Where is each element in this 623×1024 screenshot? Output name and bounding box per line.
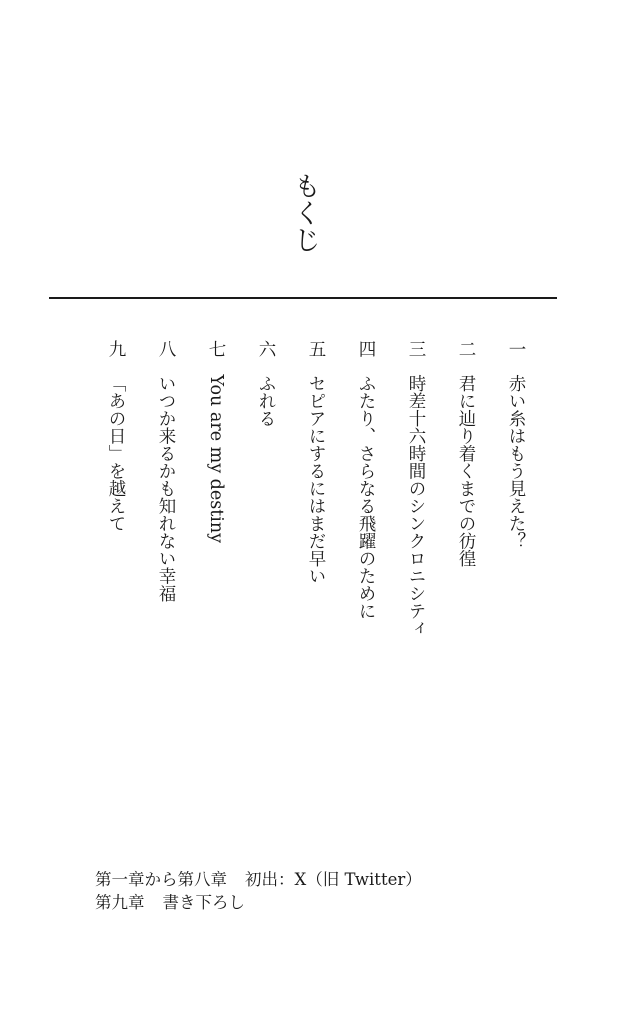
toc-item-title: 赤い糸はもう見えた？ (506, 374, 526, 550)
toc-item-number: 一 (506, 340, 526, 358)
toc-item-number: 八 (156, 340, 176, 358)
page-title: もくじ (289, 172, 320, 253)
toc-item-number: 三 (406, 340, 426, 358)
toc-item-title: ふれる (256, 374, 276, 427)
divider (49, 297, 557, 299)
toc-item-3 (404, 340, 428, 637)
toc-item-number: 六 (256, 340, 276, 358)
note-chapters: 第九章 (95, 893, 145, 912)
note-source: 初出：X（旧 Twitter） (245, 870, 422, 889)
toc-item-4 (354, 340, 378, 620)
toc-item-title: セピアにするにはまだ早い (306, 374, 326, 585)
toc-item-number: 五 (306, 340, 326, 358)
toc-item-number: 九 (106, 340, 126, 358)
toc-item-title: 君に辿り着くまでの彷徨 (456, 374, 476, 567)
toc-item-number: 七 (206, 340, 226, 358)
toc-item-1 (504, 340, 528, 550)
publication-notes (95, 868, 422, 914)
toc-item-2 (454, 340, 478, 567)
toc-item-title: いつか来るかも知れない幸福 (156, 374, 176, 602)
toc-item-5 (304, 340, 328, 585)
toc-item-title: ふたり、さらなる飛躍のために (356, 374, 376, 620)
note-chapters: 第一章から第八章 (95, 870, 227, 889)
toc-item-number: 二 (456, 340, 476, 358)
table-of-contents (0, 340, 623, 800)
toc-item-title: 「あの日」を越えて (106, 374, 126, 532)
publication-note-2 (95, 891, 422, 914)
toc-item-8 (154, 340, 178, 602)
note-source: 書き下ろし (162, 893, 245, 912)
toc-item-9 (104, 340, 128, 532)
toc-item-number: 四 (356, 340, 376, 358)
toc-item-title: 時差十六時間のシンクロニシティ (406, 374, 426, 637)
publication-note-1 (95, 868, 422, 891)
toc-item-title: You are my destiny (206, 374, 226, 543)
toc-item-6 (254, 340, 278, 427)
toc-item-7 (204, 340, 228, 543)
